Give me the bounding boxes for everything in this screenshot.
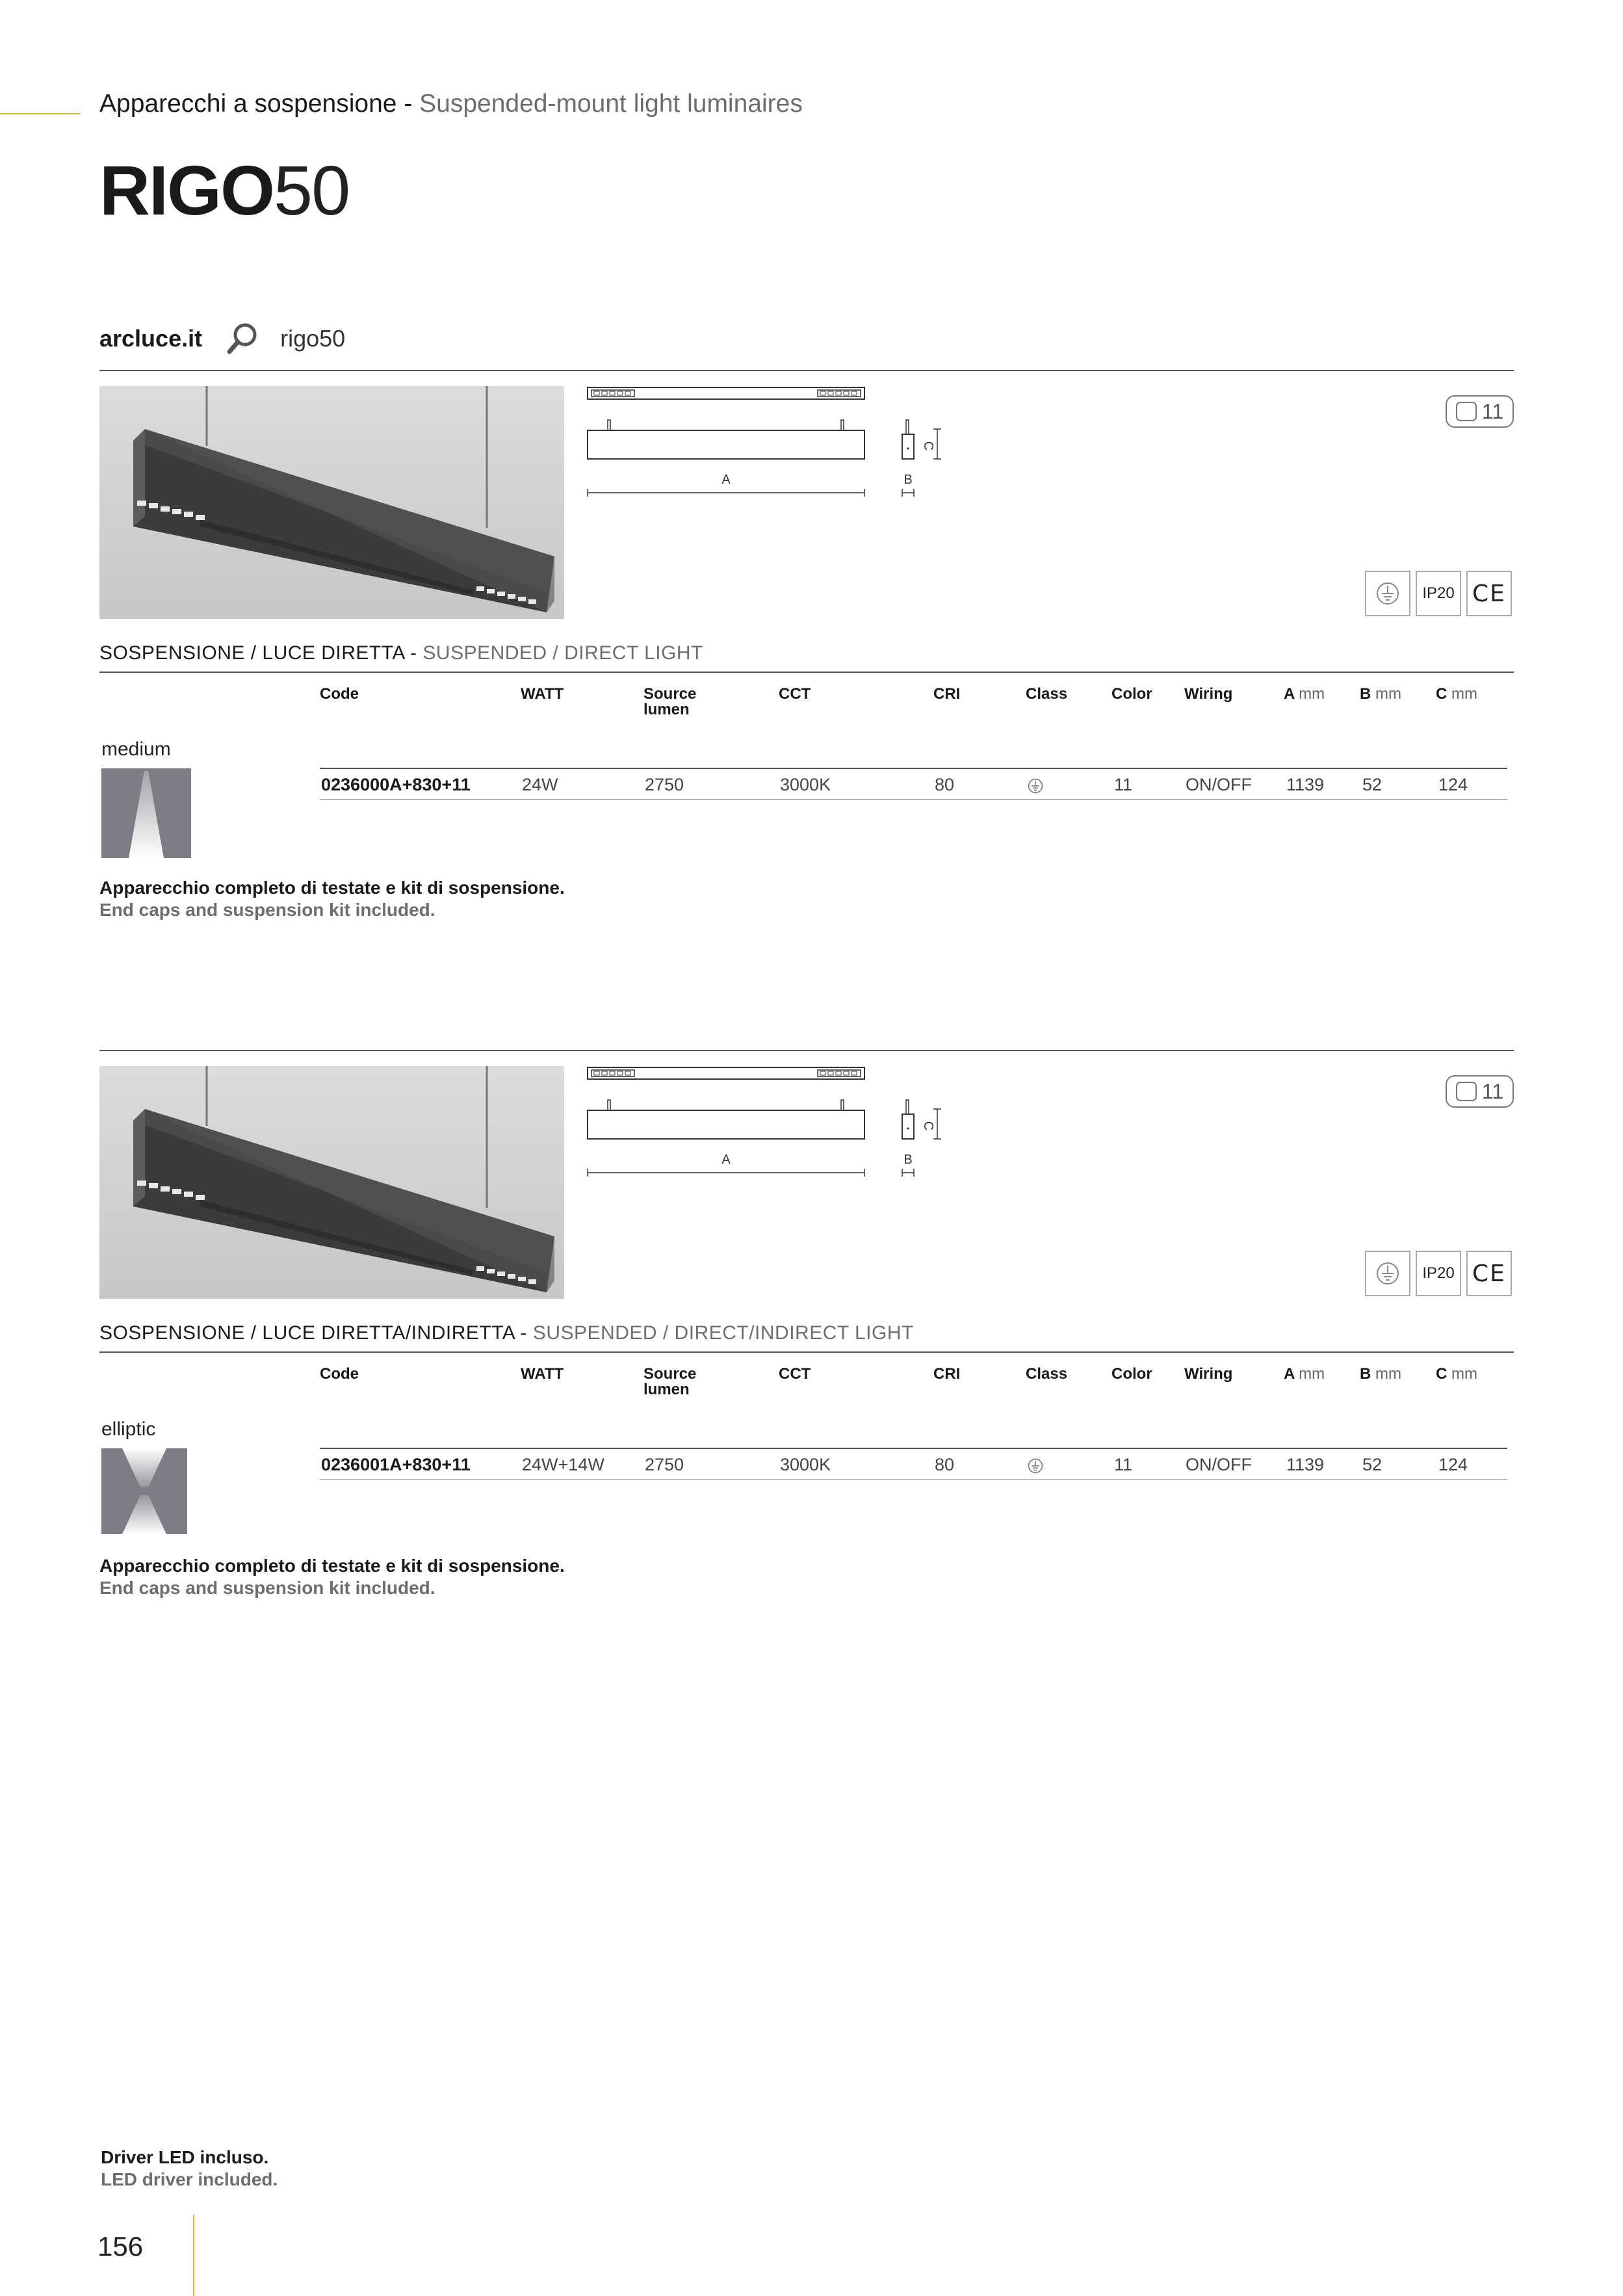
col-header-cct: CCT	[779, 1365, 811, 1383]
ce-mark-icon: CE	[1466, 1251, 1512, 1296]
row-bottom-rule	[320, 799, 1507, 800]
dimension-a-label: A	[721, 1153, 731, 1167]
note-italian: Apparecchio completo di testate e kit di sospensione.	[99, 1556, 565, 1576]
wiring-value: ON/OFF	[1186, 775, 1252, 794]
certifications	[1365, 1251, 1512, 1296]
col-header-a: A mm	[1284, 1365, 1325, 1383]
section-title: SOSPENSIONE / LUCE DIRETTA/INDIRETTA - SUSPENDED / DIRECT/INDIRECT LIGHT	[99, 1322, 914, 1344]
search-keyword: rigo50	[280, 325, 346, 352]
dimension-a-label: A	[721, 473, 731, 487]
dimension-c-label: C	[921, 1121, 935, 1131]
watt-value: 24W	[522, 775, 558, 794]
category-english: Suspended-mount light luminaires	[419, 90, 803, 118]
col-header-color: Color	[1111, 1365, 1152, 1383]
website-link[interactable]: arcluce.it	[99, 325, 203, 352]
note-english: End caps and suspension kit included.	[99, 1578, 435, 1598]
divider	[99, 370, 1514, 371]
technical-drawing	[585, 384, 949, 514]
color-finish-number: 11	[1481, 399, 1504, 423]
col-header-watt: WATT	[521, 1365, 564, 1383]
product-title	[99, 148, 349, 233]
earth-ground-icon	[1027, 1457, 1044, 1478]
col-header-cct: CCT	[779, 685, 811, 703]
dimension-b-label: B	[903, 1153, 913, 1167]
beam-label: elliptic	[101, 1418, 156, 1440]
cct-value: 3000K	[780, 775, 831, 794]
product-size: 50	[274, 151, 350, 229]
cct-value: 3000K	[780, 1455, 831, 1474]
ce-mark-icon: CE	[1466, 571, 1512, 616]
section-separator	[99, 1050, 1514, 1051]
col-header-lumen: Source lumen	[643, 685, 697, 718]
color-finish-number: 11	[1481, 1079, 1504, 1103]
cri-value: 80	[935, 775, 955, 794]
dimension-b-label: B	[903, 473, 913, 487]
col-header-class: Class	[1026, 685, 1068, 703]
c-value: 124	[1438, 1455, 1468, 1474]
col-header-c: C mm	[1436, 1365, 1477, 1383]
color-finish-badge	[1446, 395, 1514, 428]
product-name: RIGO	[99, 151, 274, 229]
website-reference	[99, 322, 345, 355]
section-divider	[99, 672, 1514, 673]
technical-drawing	[585, 1063, 949, 1194]
dimension-c-label: C	[921, 441, 935, 451]
footer-note-italian: Driver LED incluso.	[101, 2147, 269, 2167]
lumen-value: 2750	[645, 1455, 684, 1474]
note-italian: Apparecchio completo di testate e kit di sospensione.	[99, 878, 565, 898]
color-swatch-icon	[1456, 1082, 1477, 1101]
col-header-class: Class	[1026, 1365, 1068, 1383]
col-header-wiring: Wiring	[1184, 685, 1233, 703]
col-header-lumen: Source lumen	[643, 1365, 697, 1398]
page-number: 156	[97, 2231, 144, 2262]
col-header-b: B mm	[1360, 685, 1401, 703]
product-photo	[99, 1066, 564, 1299]
a-value: 1139	[1286, 1455, 1325, 1474]
accent-line	[0, 113, 81, 114]
b-value: 52	[1362, 775, 1383, 794]
col-header-code: Code	[320, 685, 359, 703]
product-code: 0236000A+830+11	[321, 775, 471, 794]
a-value: 1139	[1286, 775, 1325, 794]
page-header: Apparecchi a sospensione - Suspended-mount light luminaires	[99, 90, 803, 118]
footer-accent-line	[193, 2215, 194, 2296]
color-finish-badge	[1446, 1075, 1514, 1108]
section-title: SOSPENSIONE / LUCE DIRETTA - SUSPENDED / DIRECT LIGHT	[99, 642, 703, 664]
row-top-rule	[320, 1448, 1507, 1449]
beam-medium-icon	[101, 768, 191, 858]
col-header-wiring: Wiring	[1184, 1365, 1233, 1383]
beam-elliptic-icon	[101, 1448, 191, 1538]
c-value: 124	[1438, 775, 1468, 794]
color-value: 11	[1114, 1455, 1133, 1474]
color-value: 11	[1114, 775, 1133, 794]
row-top-rule	[320, 768, 1507, 769]
beam-label: medium	[101, 738, 171, 760]
product-photo	[99, 386, 564, 619]
col-header-c: C mm	[1436, 685, 1477, 703]
b-value: 52	[1362, 1455, 1383, 1474]
col-header-cri: CRI	[933, 1365, 961, 1383]
earth-ground-icon	[1365, 571, 1410, 616]
certifications	[1365, 571, 1512, 616]
earth-ground-icon	[1365, 1251, 1410, 1296]
col-header-color: Color	[1111, 685, 1152, 703]
col-header-code: Code	[320, 1365, 359, 1383]
category-italian: Apparecchi a sospensione	[99, 90, 397, 118]
product-code: 0236001A+830+11	[321, 1455, 471, 1474]
wiring-value: ON/OFF	[1186, 1455, 1252, 1474]
footer-note-english: LED driver included.	[101, 2169, 278, 2189]
row-bottom-rule	[320, 1479, 1507, 1480]
col-header-b: B mm	[1360, 1365, 1401, 1383]
col-header-watt: WATT	[521, 685, 564, 703]
note-english: End caps and suspension kit included.	[99, 900, 435, 920]
cri-value: 80	[935, 1455, 955, 1474]
col-header-a: A mm	[1284, 685, 1325, 703]
section-divider	[99, 1351, 1514, 1353]
ip-rating-badge: IP20	[1416, 571, 1461, 616]
earth-ground-icon	[1027, 777, 1044, 798]
ip-rating-badge: IP20	[1416, 1251, 1461, 1296]
lumen-value: 2750	[645, 775, 684, 794]
col-header-cri: CRI	[933, 685, 961, 703]
search-icon[interactable]	[224, 320, 261, 357]
watt-value: 24W+14W	[522, 1455, 604, 1474]
color-swatch-icon	[1456, 402, 1477, 421]
